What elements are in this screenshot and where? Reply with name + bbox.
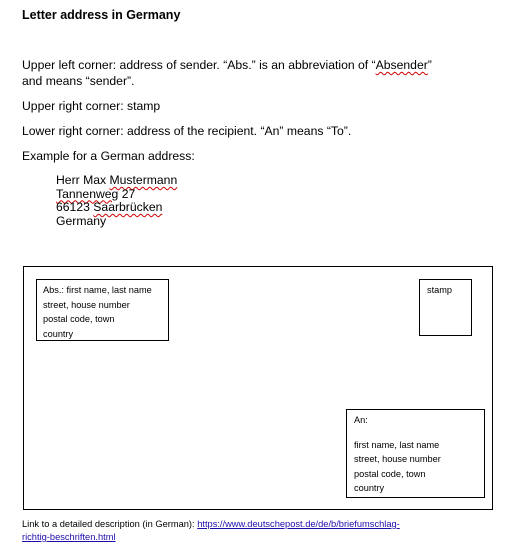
sender-box-line: street, house number [43, 299, 130, 310]
footer-text: Link to a detailed description (in German): [22, 519, 198, 529]
recipient-description: Lower right corner: address of the recipient. “An” means “To”. [22, 124, 352, 138]
recipient-box-line: street, house number [354, 454, 441, 464]
example-heading: Example for a German address: [22, 149, 195, 163]
recipient-box-line: country [354, 483, 385, 493]
sender-text-line2: and means “sender”. [22, 74, 135, 88]
stamp-description: Upper right corner: stamp [22, 99, 161, 113]
stamp-box [419, 279, 472, 336]
address-name: Herr Max [56, 173, 110, 187]
sender-box-line: Abs.: first name, last name [43, 285, 152, 295]
closing-quote: ” [427, 58, 432, 72]
recipient-box-line: postal code, town [354, 468, 426, 479]
address-country: Germany [56, 213, 107, 228]
recipient-address-box [346, 409, 485, 498]
sender-address-box [36, 279, 169, 341]
address-town: Saarbrücken [93, 200, 163, 214]
address-house-number: 27 [118, 186, 136, 201]
recipient-box-line: first name, last name [354, 439, 440, 450]
deutschepost-link[interactable]: https://www.deutschepost.de/de/b/briefumschlag- [197, 519, 400, 529]
sender-description [22, 57, 432, 89]
example-address [56, 174, 177, 228]
absender-word: Absender [375, 58, 428, 72]
address-postal-code: 66123 [56, 200, 94, 214]
address-surname: Mustermann [109, 173, 178, 187]
address-street: Tannenweg [56, 186, 119, 201]
sender-text: Upper left corner: address of sender. “Abs.” is an abbreviation of “ [22, 58, 376, 72]
sender-box-line: country [43, 328, 74, 339]
footer [22, 518, 400, 544]
page-title: Letter address in Germany [22, 8, 181, 22]
sender-box-line: postal code, town [43, 314, 115, 324]
deutschepost-link-continued[interactable]: richtig-beschriften.html [22, 532, 116, 542]
envelope-diagram [23, 266, 493, 510]
stamp-label: stamp [427, 285, 453, 295]
recipient-box-heading: An: [354, 415, 368, 425]
